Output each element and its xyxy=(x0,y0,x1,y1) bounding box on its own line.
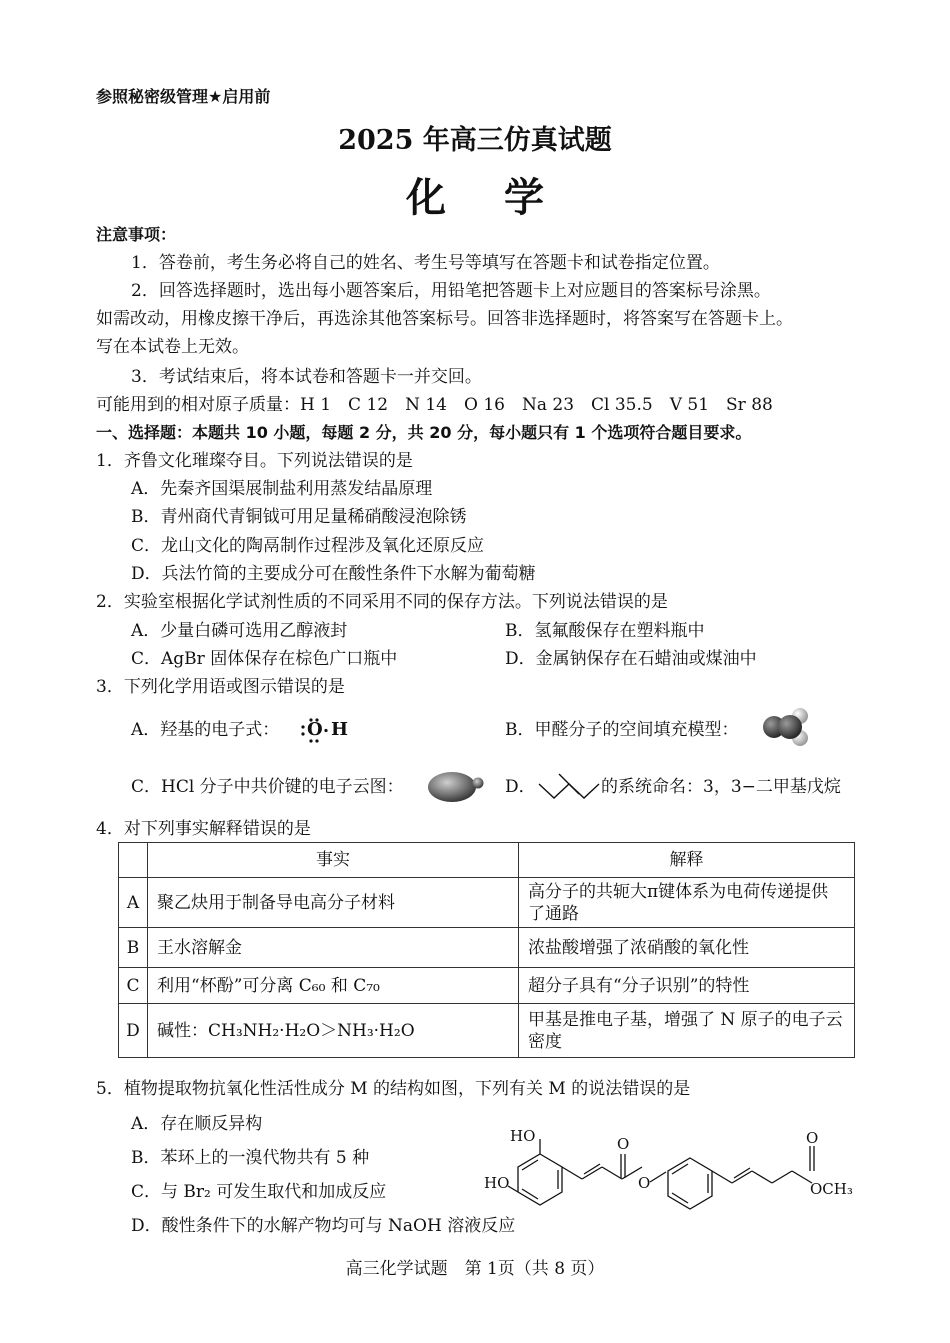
page-footer: 高三化学试题 第 1页（共 8 页） xyxy=(345,1259,605,1279)
q2-option-b: B．氢氟酸保存在塑料瓶中 xyxy=(505,621,705,641)
q5-option-d: D．酸性条件下的水解产物均可与 NaOH 溶液反应 xyxy=(131,1216,516,1236)
secret-label: 参照秘密级管理★启用前 xyxy=(96,87,271,106)
notice-item-2-line-1: 2．回答选择题时，选出每小题答案后，用铅笔把答题卡上对应题目的答案标号涂黑。 xyxy=(131,281,771,301)
hcl-electron-cloud xyxy=(426,766,492,806)
q1-option-b: B．青州商代青铜钺可用足量稀硝酸浸泡除锈 xyxy=(131,507,467,527)
dimethylpentane-skeletal-formula xyxy=(537,772,601,804)
q2-stem: 2．实验室根据化学试剂性质的不同采用不同的保存方法。下列说法错误的是 xyxy=(96,592,668,612)
table-row xyxy=(119,968,855,1004)
notice-title: 注意事项： xyxy=(96,225,177,244)
explain-cell: 甲基是推电子基，增强了 N 原子的电子云密度 xyxy=(519,1004,855,1058)
notice-item-2-line-3: 写在本试卷上无效。 xyxy=(96,337,249,357)
section-1-heading: 一、选择题：本题共 10 小题，每题 2 分，共 20 分，每小题只有 1 个选项符合题目要求。 xyxy=(96,423,752,442)
subject-title: 化学 xyxy=(406,174,602,221)
notice-item-3: 3．考试结束后，将本试卷和答题卡一并交回。 xyxy=(131,367,482,387)
hydroxyl-electron-formula xyxy=(300,714,350,746)
q3-stem: 3．下列化学用语或图示错误的是 xyxy=(96,677,345,697)
row-label: C xyxy=(119,968,148,1004)
q4-table xyxy=(118,842,855,1058)
q1-stem: 1．齐鲁文化璀璨夺目。下列说法错误的是 xyxy=(96,451,413,471)
q5-option-a: A．存在顺反异构 xyxy=(131,1114,263,1134)
q1-option-a: A．先秦齐国渠展制盐利用蒸发结晶原理 xyxy=(131,479,433,499)
row-label: B xyxy=(119,928,148,968)
explain-cell: 超分子具有“分子识别”的特性 xyxy=(519,968,855,1004)
q5-option-b: B．苯环上的一溴代物共有 5 种 xyxy=(131,1148,370,1168)
table-header-cell: 事实 xyxy=(148,843,519,878)
q1-option-c: C．龙山文化的陶鬲制作过程涉及氧化还原反应 xyxy=(131,536,485,556)
q1-option-d: D．兵法竹简的主要成分可在酸性条件下水解为葡萄糖 xyxy=(131,564,536,584)
table-header-cell: 解释 xyxy=(519,843,855,878)
row-label: A xyxy=(119,878,148,928)
fact-cell: 利用“杯酚”可分离 C₆₀ 和 C₇₀ xyxy=(148,968,519,1004)
q3-option-d-name: 的系统命名：3，3−二甲基戊烷 xyxy=(601,777,841,797)
compound-m-structure xyxy=(480,1124,870,1214)
notice-item-1: 1．答卷前，考生务必将自己的姓名、考生号等填写在答题卡和试卷指定位置。 xyxy=(131,253,720,273)
hydroxyl-label: HO xyxy=(510,1127,536,1145)
q3-option-a: A．羟基的电子式： xyxy=(131,720,280,740)
q5-stem: 5．植物提取物抗氧化性活性成分 M 的结构如图，下列有关 M 的说法错误的是 xyxy=(96,1079,691,1099)
fact-cell: 碱性：CH₃NH₂·H₂O＞NH₃·H₂O xyxy=(148,1004,519,1058)
table-header-cell xyxy=(119,843,148,878)
methoxy-label: OCH₃ xyxy=(810,1180,853,1198)
fact-cell: 聚乙炔用于制备导电高分子材料 xyxy=(148,878,519,928)
ester-oxygen-label: O xyxy=(638,1174,651,1192)
carbonyl-oxygen-label: O xyxy=(617,1135,630,1153)
q3-option-b: B．甲醛分子的空间填充模型： xyxy=(505,720,739,740)
hydrogen-symbol: H xyxy=(331,719,349,740)
row-label: D xyxy=(119,1004,148,1058)
hydroxyl-label: HO xyxy=(484,1174,510,1192)
notice-item-2-line-2: 如需改动，用橡皮擦干净后，再选涂其他答案标号。回答非选择题时，将答案写在答题卡上。 xyxy=(96,309,793,329)
carbonyl-oxygen-label: O xyxy=(806,1129,819,1147)
q3-option-c: C．HCl 分子中共价键的电子云图： xyxy=(131,777,404,797)
q2-option-c: C．AgBr 固体保存在棕色广口瓶中 xyxy=(131,649,398,669)
q2-option-d: D．金属钠保存在石蜡油或煤油中 xyxy=(505,649,757,669)
table-row xyxy=(119,1004,855,1058)
oxygen-symbol: O xyxy=(307,719,323,740)
table-row xyxy=(119,928,855,968)
q2-option-a: A．少量白磷可选用乙醇液封 xyxy=(131,621,348,641)
explain-cell: 浓盐酸增强了浓硝酸的氧化性 xyxy=(519,928,855,968)
atomic-masses: 可能用到的相对原子质量：H 1 C 12 N 14 O 16 Na 23 Cl 35.5 V 51 Sr 88 xyxy=(96,395,773,415)
q5-option-c: C．与 Br₂ 可发生取代和加成反应 xyxy=(131,1182,387,1202)
formaldehyde-space-filling-model xyxy=(760,706,812,748)
fact-cell: 王水溶解金 xyxy=(148,928,519,968)
table-row xyxy=(119,878,855,928)
q3-option-d-prefix: D． xyxy=(505,777,536,797)
q4-stem: 4．对下列事实解释错误的是 xyxy=(96,819,311,839)
explain-cell: 高分子的共轭大π键体系为电荷传递提供了通路 xyxy=(519,878,855,928)
table-header-row xyxy=(119,843,855,878)
exam-title: 2025 年高三仿真试题 xyxy=(338,125,612,156)
